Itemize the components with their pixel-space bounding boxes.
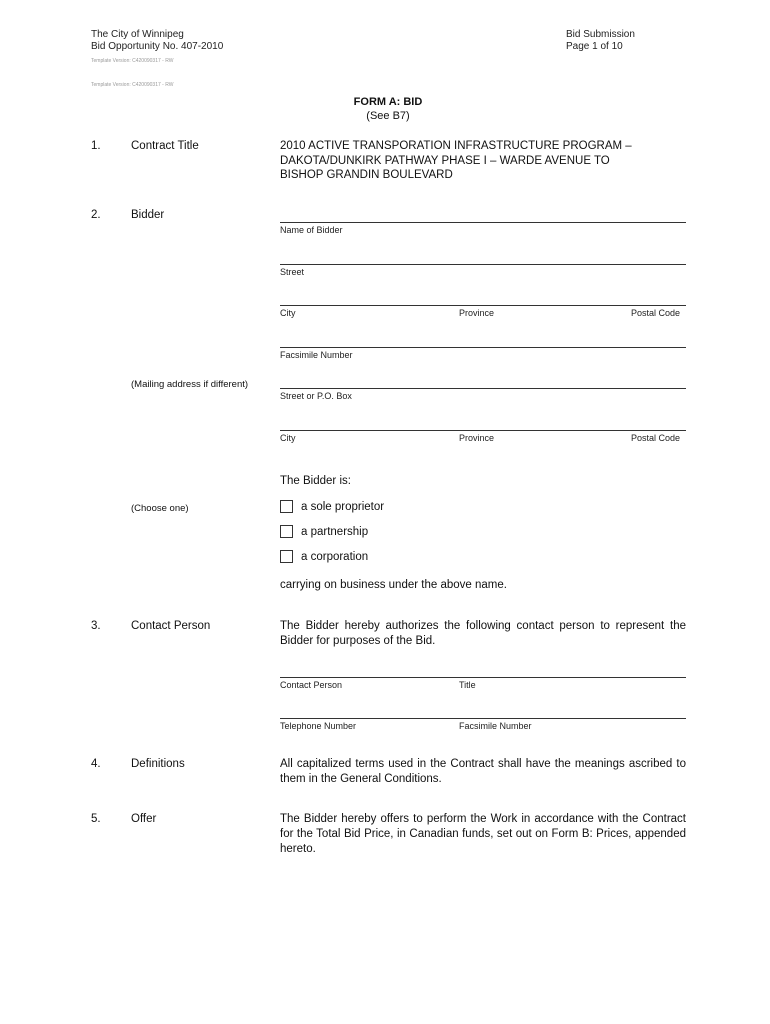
mailing-province-caption: Province [459, 433, 495, 443]
section-4-number: 4. [91, 758, 101, 770]
street-caption: Street [280, 267, 305, 277]
section-2-number: 2. [91, 209, 101, 221]
header-org: The City of Winnipeg [91, 29, 184, 40]
mailing-city-province-postal-field[interactable] [280, 430, 686, 431]
contract-title-line-1: 2010 ACTIVE TRANSPORATION INFRASTRUCTURE PROGRAM – [280, 140, 632, 152]
carrying-on-business-text: carrying on business under the above name. [280, 579, 507, 591]
bidder-is-label: The Bidder is: [280, 475, 351, 487]
form-subtitle: (See B7) [366, 110, 410, 122]
partnership-checkbox[interactable] [280, 525, 293, 538]
telephone-number-caption: Telephone Number [280, 721, 357, 731]
sole-proprietor-label: a sole proprietor [301, 501, 385, 513]
contract-title-line-3: BISHOP GRANDIN BOULEVARD [280, 169, 453, 181]
section-5-label: Offer [131, 813, 157, 825]
section-5-number: 5. [91, 813, 101, 825]
contract-title-line-2: DAKOTA/DUNKIRK PATHWAY PHASE I – WARDE AVENUE TO [280, 155, 610, 167]
section-3-number: 3. [91, 620, 101, 632]
header-doc-type: Bid Submission [566, 29, 635, 40]
title-caption: Title [459, 680, 476, 690]
choose-one-note: (Choose one) [131, 503, 189, 514]
facsimile-number-caption: Facsimile Number [280, 350, 353, 360]
section-1-label: Contract Title [131, 140, 199, 152]
offer-text: The Bidder hereby offers to perform the Work in accordance with the Contract for the Total Bid Price, in Canadian funds, set out on Form B: Prices, appended hereto. [280, 813, 686, 855]
partnership-label: a partnership [301, 526, 369, 538]
corporation-label: a corporation [301, 551, 369, 563]
sole-proprietor-checkbox[interactable] [280, 500, 293, 513]
contact-person-text: The Bidder hereby authorizes the following contact person to represent the Bidder for purposes of the Bid. [280, 620, 686, 647]
corporation-checkbox[interactable] [280, 550, 293, 563]
city-caption: City [280, 308, 296, 318]
section-3-label: Contact Person [131, 620, 211, 632]
name-of-bidder-caption: Name of Bidder [280, 225, 343, 235]
template-version-note-2: Template Version: C420090317 - RW [91, 82, 174, 88]
header-bid-number: Bid Opportunity No. 407-2010 [91, 41, 224, 52]
section-2-label: Bidder [131, 209, 165, 221]
form-title: FORM A: BID [353, 96, 423, 108]
mailing-city-caption: City [280, 433, 296, 443]
province-caption: Province [459, 308, 495, 318]
contact-person-caption: Contact Person [280, 680, 343, 690]
facsimile-number-field[interactable] [280, 347, 686, 348]
template-version-note: Template Version: C420090317 - RW [91, 58, 174, 64]
mailing-postal-code-caption: Postal Code [631, 433, 681, 443]
postal-code-caption: Postal Code [631, 308, 681, 318]
street-po-box-caption: Street or P.O. Box [280, 391, 352, 401]
section-1-number: 1. [91, 140, 101, 152]
telephone-facsimile-field[interactable] [280, 718, 686, 719]
mailing-street-field[interactable] [280, 388, 686, 389]
contact-facsimile-caption: Facsimile Number [459, 721, 532, 731]
city-province-postal-field[interactable] [280, 305, 686, 306]
header-page-number: Page 1 of 10 [566, 41, 623, 52]
section-4-label: Definitions [131, 758, 185, 770]
name-of-bidder-field[interactable] [280, 222, 686, 223]
contact-person-title-field[interactable] [280, 677, 686, 678]
mailing-address-note: (Mailing address if different) [131, 379, 249, 390]
street-field[interactable] [280, 264, 686, 265]
definitions-text: All capitalized terms used in the Contract shall have the meanings ascribed to them in the General Conditions. [280, 758, 686, 785]
